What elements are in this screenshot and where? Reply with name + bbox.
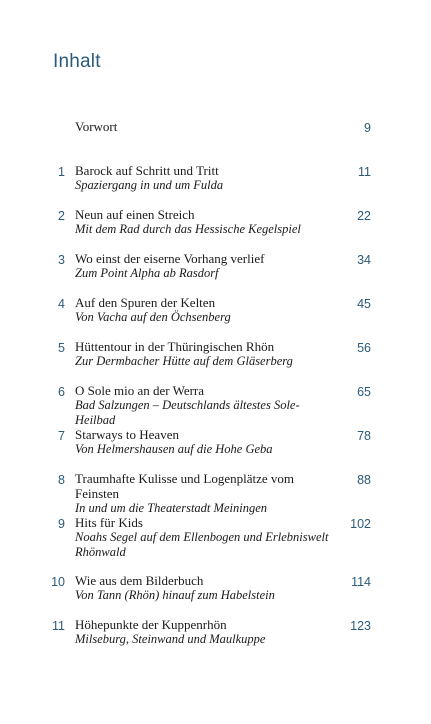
toc-entry-subtitle: Zum Point Alpha ab Rasdorf (75, 266, 219, 280)
toc-entry-number: 1 (58, 165, 65, 179)
toc-entry-page: 45 (357, 297, 371, 311)
toc-entry-number: 9 (58, 517, 65, 531)
toc-entry-text (75, 471, 330, 516)
toc-entry-number: 11 (52, 619, 65, 633)
toc-entry-title: Auf den Spuren der Kelten (75, 295, 216, 310)
toc-entry-subtitle: Von Helmershausen auf die Hohe Geba (75, 442, 273, 456)
toc-entry-title: Starways to Heaven (75, 427, 179, 442)
toc-entry-title: Barock auf Schritt und Tritt (75, 163, 219, 178)
page-title: Inhalt (53, 51, 101, 72)
toc-entry-subtitle: Zur Dermbacher Hütte auf dem Gläserberg (75, 354, 293, 368)
toc-entry-title: Hits für Kids (75, 515, 143, 530)
toc-entry-page: 65 (357, 385, 371, 399)
toc-entry-title: O Sole mio an der Werra (75, 383, 205, 398)
toc-entry-text (75, 119, 330, 134)
toc-entry-number: 4 (58, 297, 65, 311)
toc-entry-page: 22 (357, 209, 371, 223)
toc-entry-title: Wo einst der eiserne Vorhang verlief (75, 251, 265, 266)
toc-entry-text (75, 515, 330, 560)
toc-entry-text (75, 295, 330, 325)
toc-entry-title: Wie aus dem Bilderbuch (75, 573, 204, 588)
toc-entry-text (75, 383, 330, 428)
toc-entry-text (75, 207, 330, 237)
toc-entry-number: 6 (58, 385, 65, 399)
toc-entry-text (75, 339, 330, 369)
toc-entry-page: 78 (357, 429, 371, 443)
toc-entry-number: 5 (58, 341, 65, 355)
toc-entry-subtitle: Spaziergang in und um Fulda (75, 178, 224, 192)
toc-entry-page: 9 (364, 121, 371, 135)
toc-entry-title: Neun auf einen Streich (75, 207, 195, 222)
toc-entry-page: 114 (351, 575, 371, 589)
toc-entry-page: 88 (357, 473, 371, 487)
toc-entry-title: Hüttentour in der Thüringischen Rhön (75, 339, 275, 354)
toc-entry-subtitle: Von Tann (Rhön) hinauf zum Habelstein (75, 588, 275, 602)
toc-entry-title: Vorwort (75, 119, 118, 134)
toc-entry-subtitle: In und um die Theaterstadt Meiningen (75, 501, 267, 515)
toc-entry-title: Traumhafte Kulisse und Logenplätze vom Feinsten (75, 471, 295, 501)
toc-entry-number: 2 (58, 209, 65, 223)
toc-entry-number: 7 (58, 429, 65, 443)
toc-entry-number: 8 (58, 473, 65, 487)
toc-entry-number: 10 (51, 575, 65, 589)
toc-entry-page: 11 (358, 165, 371, 179)
toc-entry-number: 3 (58, 253, 65, 267)
toc-entry-subtitle: Bad Salzungen – Deutschlands ältestes Sole-Heilbad (75, 398, 300, 427)
toc-entry-subtitle: Milseburg, Steinwand und Maulkuppe (75, 632, 266, 646)
toc-entry-text (75, 427, 330, 457)
toc-entry-page: 102 (350, 517, 371, 531)
toc-entry-text (75, 617, 330, 647)
toc-entry-page: 123 (350, 619, 371, 633)
toc-entry-page: 56 (357, 341, 371, 355)
toc-entry-title: Höhepunkte der Kuppenrhön (75, 617, 227, 632)
toc-entry-page: 34 (357, 253, 371, 267)
toc-entry-text (75, 573, 330, 603)
toc-entry-subtitle: Noahs Segel auf dem Ellenbogen und Erlebniswelt Rhönwald (75, 530, 329, 559)
toc-entry-text (75, 251, 330, 281)
toc-entry-subtitle: Von Vacha auf den Öchsenberg (75, 310, 231, 324)
toc-entry-text (75, 163, 330, 193)
toc-entry-subtitle: Mit dem Rad durch das Hessische Kegelspiel (75, 222, 301, 236)
